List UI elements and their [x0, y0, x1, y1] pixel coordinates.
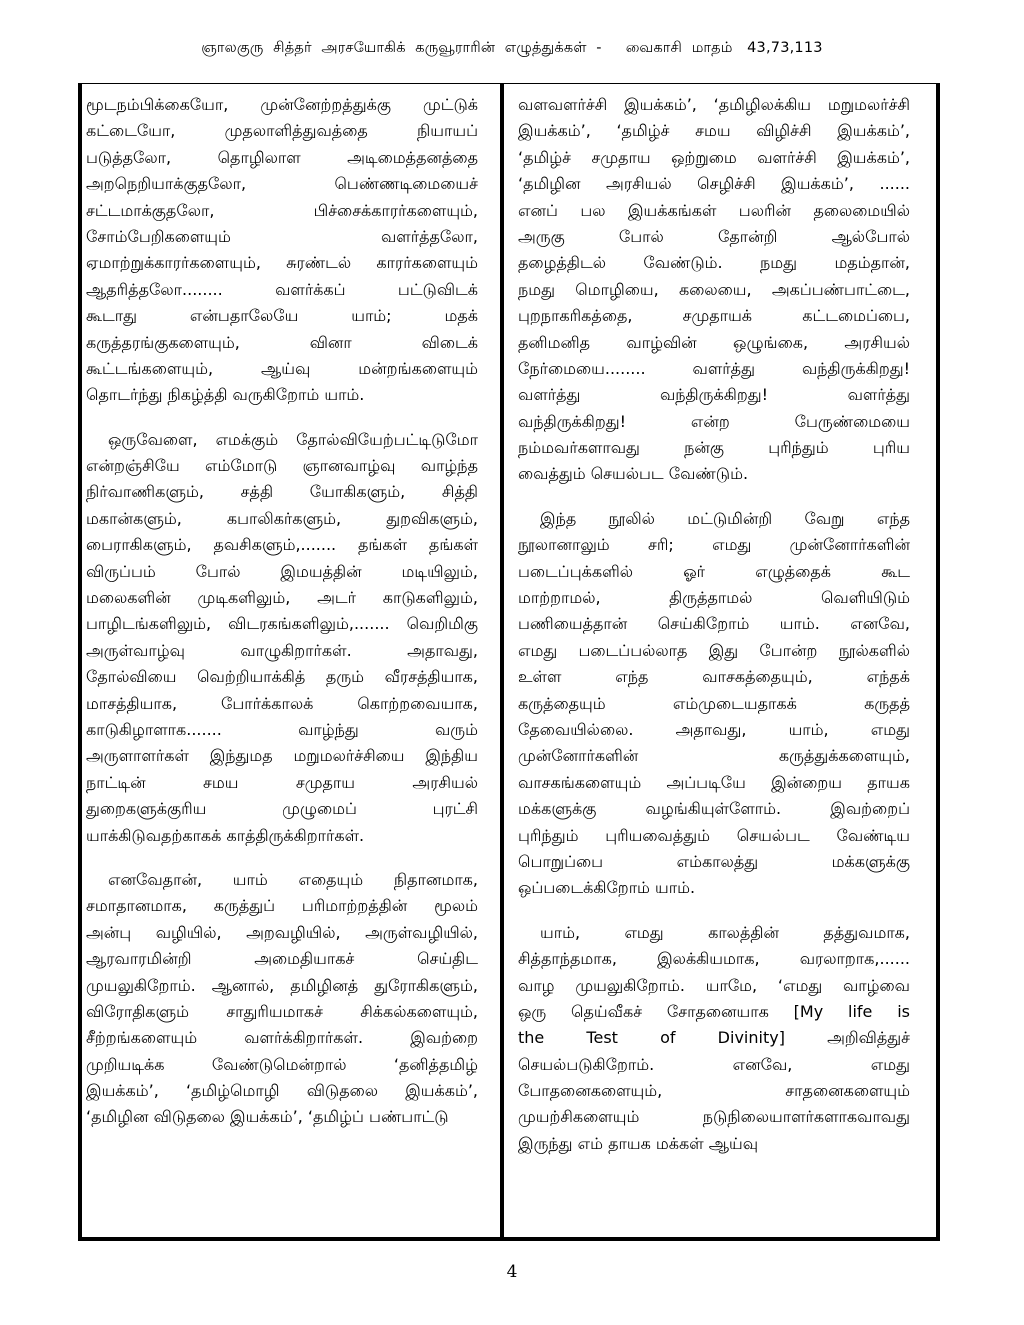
text-line: ஏமாற்றுக்காரர்களையும், சுரண்டல் காரர்களையும் — [86, 253, 478, 273]
text-line: ஒரு தெய்வீகச் சோதனையாக [My life is — [518, 1001, 910, 1021]
text-line: ‘தமிழின விடுதலை இயக்கம்’, ‘தமிழ்ப் பண்பாட்டு — [86, 1107, 449, 1127]
text-line: மாசத்தியாக, போர்க்காலக் கொற்றவையாக, — [86, 693, 478, 713]
text-line: எனவேதான், யாம் எதையும் நிதானமாக, — [108, 869, 478, 889]
text-line: நூலானாலும் சரி; எமது முன்னோர்களின் — [518, 535, 910, 555]
left-column-paragraph — [86, 867, 478, 1131]
right-column-paragraph — [518, 92, 910, 488]
text-line: வாசகங்களையும் அப்படியே இன்றைய தாயக — [518, 772, 910, 792]
text-line: இந்த நூலில் மட்டுமின்றி வேறு எந்த — [540, 508, 910, 528]
text-line: தொடர்ந்து நிகழ்த்தி வருகிறோம் யாம். — [86, 385, 365, 405]
text-line: ‘தமிழின அரசியல் செழிச்சி இயக்கம்’, ...... — [518, 174, 910, 194]
text-line: தேவையில்லை. அதாவது, யாம், எமது — [518, 719, 910, 739]
text-line: வைத்தும் செயல்பட வேண்டும். — [518, 464, 749, 484]
running-header: ஞாலகுரு சித்தர் அரசயோகிக் கருவூராரின் எழுத்துக்கள் - வைகாசி மாதம் 43,73,113 — [201, 40, 823, 56]
text-line: மகான்களும், கபாலிகர்களும், துறவிகளும், — [86, 508, 478, 528]
text-line: கூடாது என்பதாலேயே யாம்; மதக் — [86, 306, 478, 326]
text-line: பணியைத்தான் செய்கிறோம் யாம். எனவே, — [518, 614, 910, 634]
text-line: விருப்பம் போல் இமயத்தின் மடியிலும், — [86, 561, 478, 581]
text-line: நாட்டின் சமய சமுதாய அரசியல் — [86, 772, 478, 792]
right-column — [518, 92, 910, 1175]
text-line: நம்மவர்களாவது நன்கு புரிந்தும் புரிய — [518, 438, 910, 458]
text-line: நேர்மையை........ வளர்த்து வந்திருக்கிறது! — [518, 358, 910, 378]
text-line: ஆரவாரமின்றி அமைதியாகச் செய்திட — [86, 949, 478, 969]
text-line: எமது படைப்பல்லாத இது போன்ற நூல்களில் — [518, 640, 910, 660]
text-line: புரிந்தும் புரியவைத்தும் செயல்பட வேண்டிய — [518, 825, 910, 845]
text-line: the Test of Divinity] அறிவித்துச் — [518, 1028, 910, 1048]
text-line: சோம்பேறிகளையும் வளர்த்தலோ, — [86, 226, 478, 246]
text-line: தழைத்திடல் வேண்டும். நமது மதம்தான், — [518, 253, 910, 273]
text-line: சமாதானமாக, கருத்துப் பரிமாற்றத்தின் மூலம் — [86, 896, 478, 916]
text-line: ஒப்படைக்கிறோம் யாம். — [518, 878, 696, 898]
text-line: கருத்தையும் எம்முடையதாகக் கருதத் — [518, 693, 910, 713]
text-line: என்றஞ்சியே எம்மோடு ஞானவாழ்வு வாழ்ந்த — [86, 456, 478, 476]
text-line: துறைகளுக்குரிய முழுமைப் புரட்சி — [86, 799, 478, 819]
text-line: கூட்டங்களையும், ஆய்வு மன்றங்களையும் — [86, 358, 478, 378]
text-line: அறநெறியாக்குதலோ, பெண்ணடிமையைச் — [86, 174, 478, 194]
left-column-paragraph — [86, 427, 478, 849]
text-line: முயலுகிறோம். ஆனால், தமிழினத் துரோகிகளும், — [86, 975, 478, 995]
text-line: ‘தமிழ்ச் சமுதாய ஒற்றுமை வளர்ச்சி இயக்கம்’, — [518, 147, 910, 167]
text-line: படைப்புக்களில் ஓர் எழுத்தைக் கூட — [518, 561, 910, 581]
text-line: கருத்தரங்குகளையும், வினா விடைக் — [86, 332, 478, 352]
text-line: வளர்த்து வந்திருக்கிறது! வளர்த்து — [518, 385, 910, 405]
text-line: போதனைகளையும், சாதனைகளையும் — [518, 1081, 910, 1101]
text-line: இயக்கம்’, ‘தமிழ்மொழி விடுதலை இயக்கம்’, — [86, 1081, 478, 1101]
text-line: அருளாளர்கள் இந்துமத மறுமலர்ச்சியை இந்திய — [86, 746, 478, 766]
text-line: காடுகிழாளாக....... வாழ்ந்து வரும் — [86, 719, 478, 739]
text-line: ஆதரித்தலோ........ வளர்க்கப் பட்டுவிடக் — [86, 279, 478, 299]
text-line: விரோதிகளும் சாதுரியமாகச் சிக்கல்களையும், — [86, 1001, 478, 1021]
left-column-paragraph — [86, 92, 478, 409]
text-line: செயல்படுகிறோம். எனவே, எமது — [518, 1054, 910, 1074]
text-line: அருகு போல் தோன்றி ஆல்போல் — [518, 226, 910, 246]
text-line: வாழ முயலுகிறோம். யாமே, ‘எமது வாழ்வை — [518, 975, 910, 995]
text-line: ஒருவேளை, எமக்கும் தோல்வியேற்பட்டிடுமோ — [108, 429, 478, 449]
text-line: முன்னோர்களின் கருத்துக்களையும், — [518, 746, 910, 766]
text-line: முறியடிக்க வேண்டுமென்றால் ‘தனித்தமிழ் — [86, 1054, 478, 1074]
right-column-paragraph — [518, 506, 910, 902]
text-line: யாம், எமது காலத்தின் தத்துவமாக, — [540, 922, 910, 942]
text-line: பொறுப்பை எம்காலத்து மக்களுக்கு — [518, 851, 910, 871]
text-line: நமது மொழியை, கலையை, அகப்பண்பாட்டை, — [518, 279, 910, 299]
text-line: உள்ள எந்த வாசகத்தையும், எந்தக் — [518, 667, 910, 687]
text-line: பாழிடங்களிலும், விடரகங்களிலும்,....... வெறிமிகு — [86, 614, 478, 634]
text-line: அன்பு வழியில், அறவழியில், அருள்வழியில், — [86, 922, 478, 942]
left-column — [86, 92, 478, 1149]
text-line: தோல்வியை வெற்றியாக்கித் தரும் வீரசத்தியாக, — [86, 667, 478, 687]
text-line: தனிமனித வாழ்வின் ஒழுங்கை, அரசியல் — [518, 332, 910, 352]
text-line: இயக்கம்’, ‘தமிழ்ச் சமய விழிச்சி இயக்கம்’, — [518, 121, 910, 141]
text-line: சீற்றங்களையும் வளர்க்கிறார்கள். இவற்றை — [86, 1028, 478, 1048]
text-line: யாக்கிடுவதற்காகக் காத்திருக்கிறார்கள். — [86, 825, 365, 845]
text-line: வந்திருக்கிறது! என்ற பேருண்மையை — [518, 411, 910, 431]
page-number: 4 — [506, 1262, 518, 1282]
text-line: புறநாகரிகத்தை, சமுதாயக் கட்டமைப்பை, — [518, 306, 910, 326]
text-line: கட்டையோ, முதலாளித்துவத்தை நியாயப் — [86, 121, 478, 141]
text-line: அருள்வாழ்வு வாழுகிறார்கள். அதாவது, — [86, 640, 478, 660]
text-frame — [78, 83, 940, 1241]
text-line: பைராகிகளும், தவசிகளும்,....... தங்கள் தங்கள் — [86, 535, 478, 555]
text-line: மாற்றாமல், திருத்தாமல் வெளியிடும் — [518, 588, 910, 608]
text-line: நிர்வாணிகளும், சத்தி யோகிகளும், சித்தி — [86, 482, 478, 502]
column-divider — [500, 84, 504, 1237]
text-line: எனப் பல இயக்கங்கள் பலரின் தலைமையில் — [518, 200, 910, 220]
text-line: வளவளர்ச்சி இயக்கம்’, ‘தமிழிலக்கிய மறுமலர்ச்சி — [518, 95, 910, 114]
text-line: சித்தாந்தமாக, இலக்கியமாக, வரலாறாக,...... — [518, 949, 910, 969]
text-line: சட்டமாக்குதலோ, பிச்சைக்காரர்களையும், — [86, 200, 478, 220]
text-line: இருந்து எம் தாயக மக்கள் ஆய்வு — [518, 1133, 759, 1153]
text-line: மூடநம்பிக்கையோ, முன்னேற்றத்துக்கு முட்டுக் — [86, 95, 478, 114]
right-column-paragraph — [518, 920, 910, 1158]
text-line: மக்களுக்கு வழங்கியுள்ளோம். இவற்றைப் — [518, 799, 910, 819]
text-line: படுத்தலோ, தொழிலாள அடிமைத்தனத்தை — [86, 147, 478, 167]
text-line: மலைகளின் முடிகளிலும், அடர் காடுகளிலும், — [86, 588, 478, 608]
text-line: முயற்சிகளையும் நடுநிலையாளர்களாகவாவது — [518, 1107, 910, 1127]
